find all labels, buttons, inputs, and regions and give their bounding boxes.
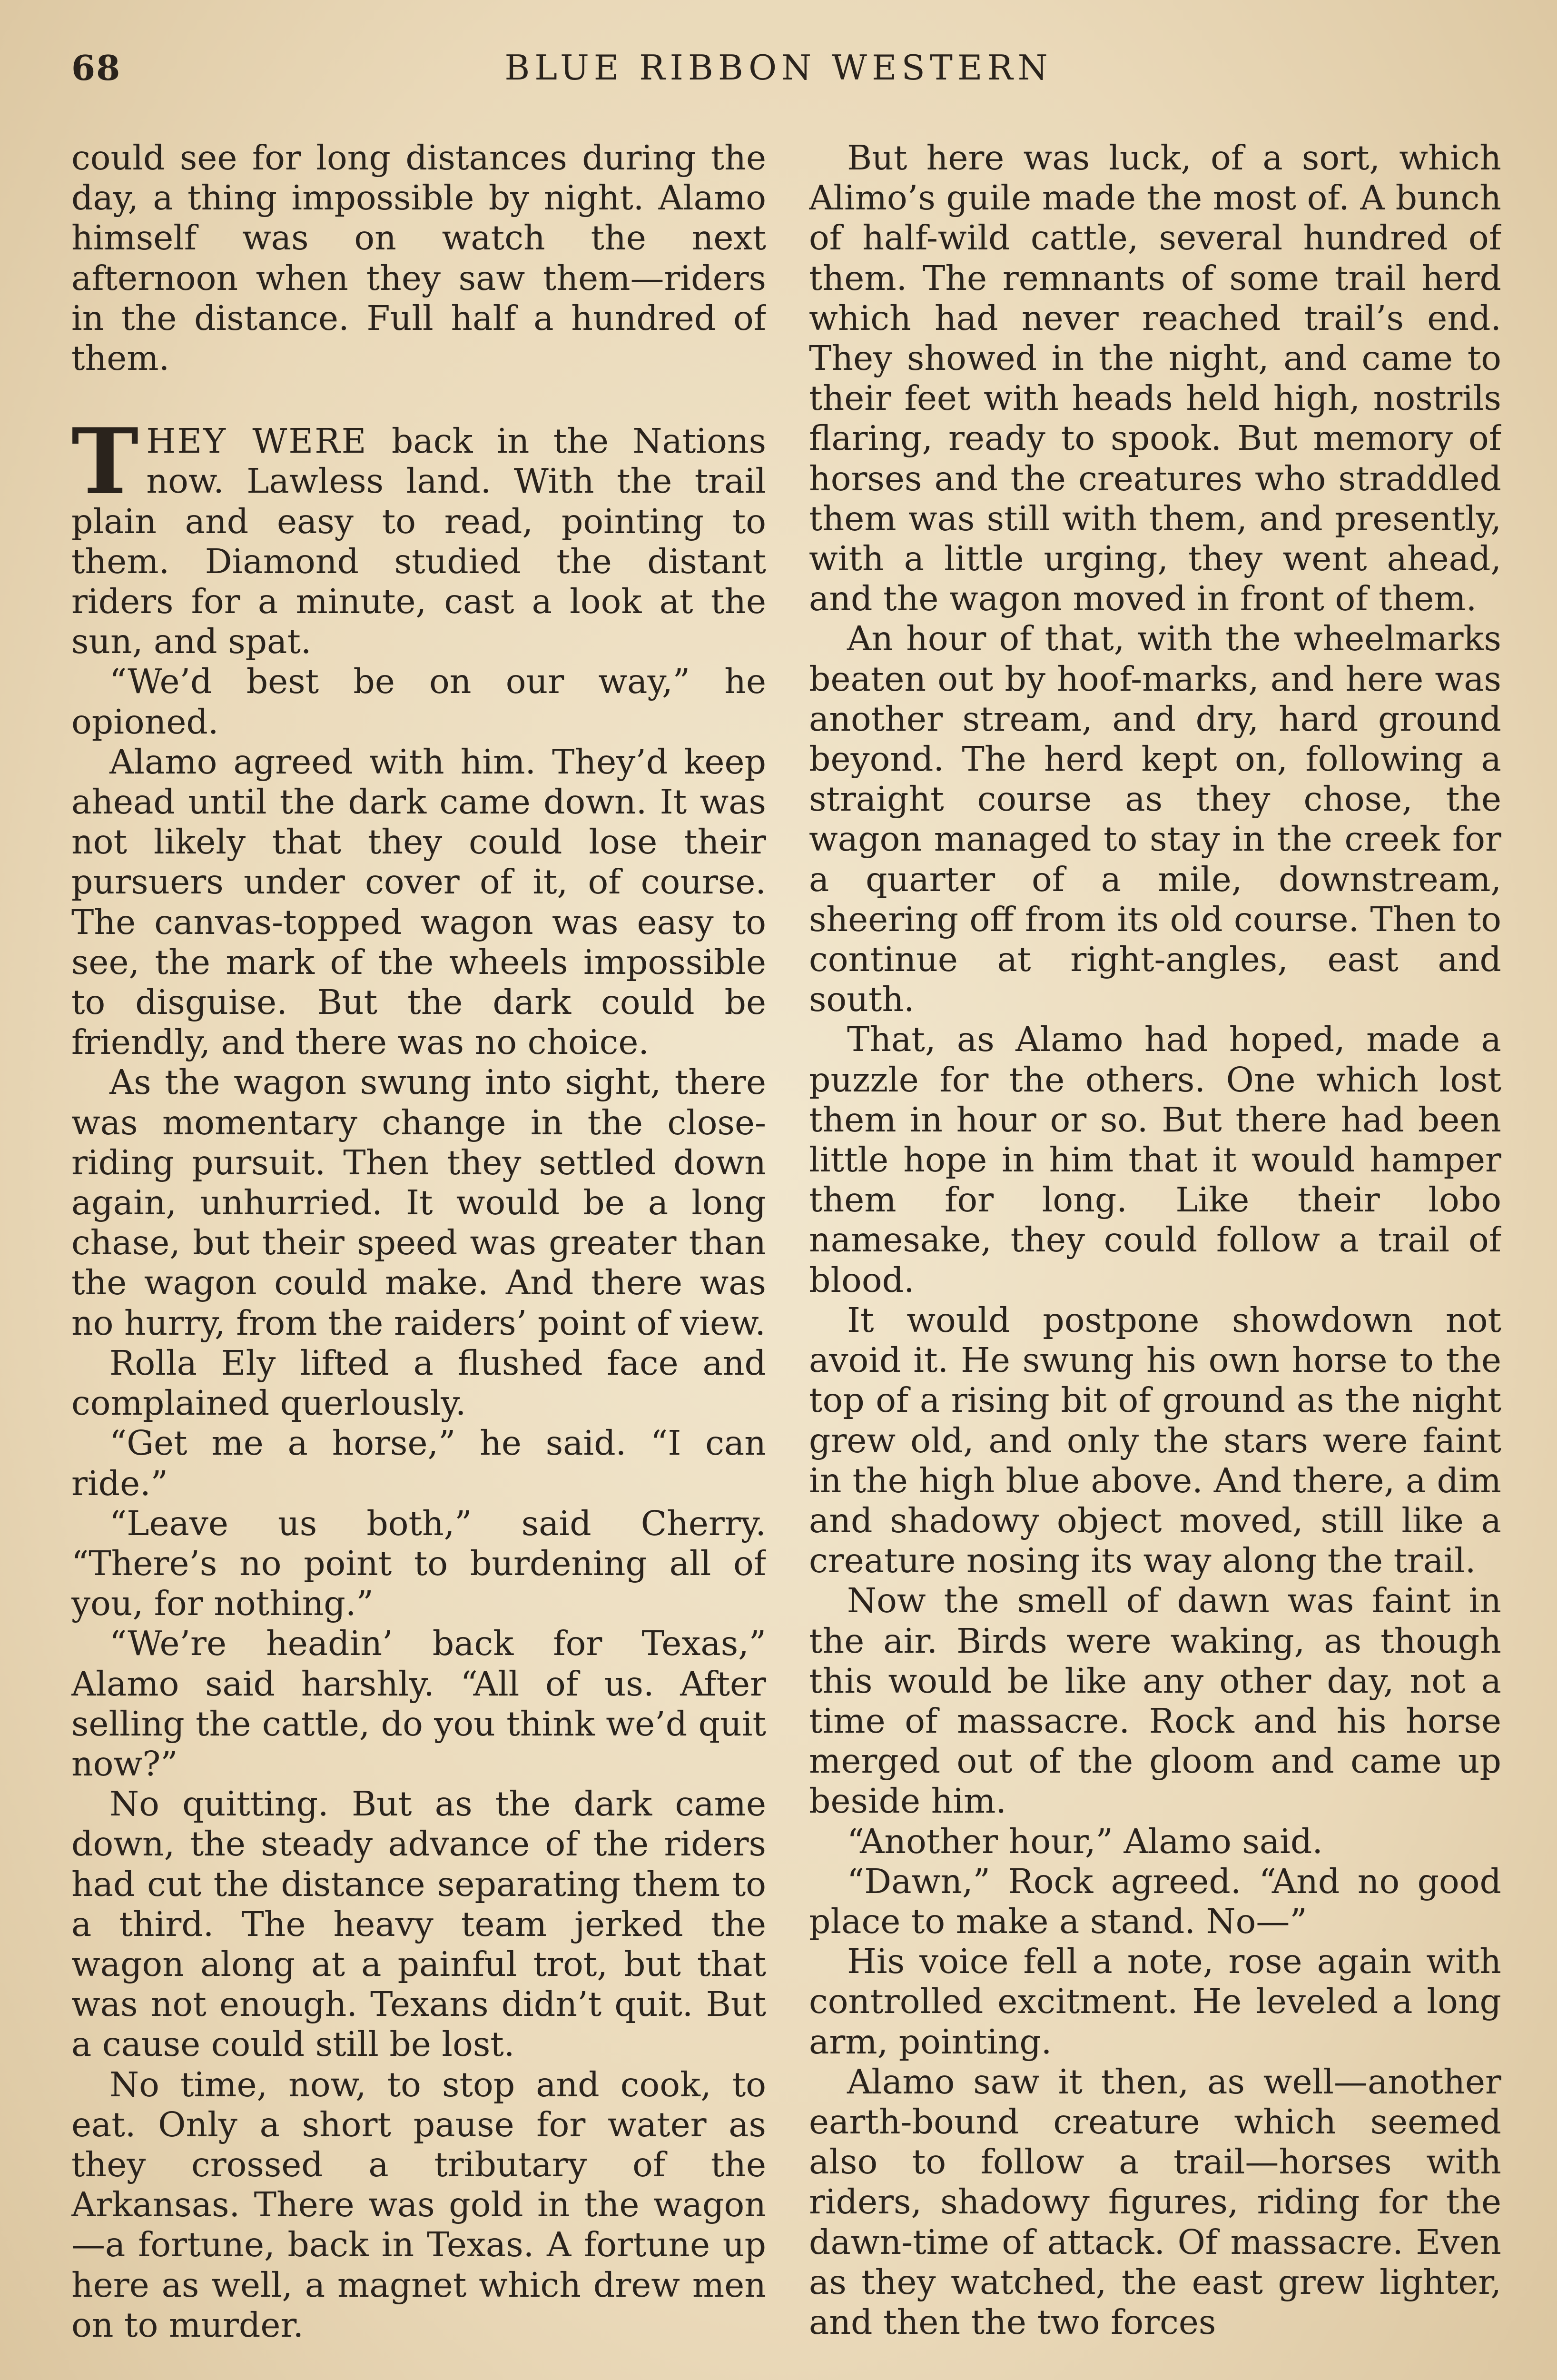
running-title: BLUE RIBBON WESTERN: [504, 48, 1053, 88]
paragraph: No time, now, to stop and cook, to eat. Only a short pause for water as they crossed a tributary of the Arkansas. There was gold in the wagon—a fortune, back in Texas. A fortune up here as well, a magnet which drew men on to murder.: [71, 2064, 766, 2345]
paragraph: An hour of that, with the wheelmarks beaten out by hoof-marks, and here was another stream, and dry, hard ground beyond. The herd kept on, following a straight course as they chose, the wagon managed to stay in the creek for a quarter of a mile, downstream, sheering off from its old course. Then to continue at right-angles, east and south.: [809, 619, 1501, 1020]
paragraph: “Another hour,” Alamo said.: [847, 1821, 1323, 1861]
page-header: [0, 48, 1557, 100]
paragraph: could see for long distances during the day, a thing impossible by night. Alamo himself was on watch the next afternoon when they saw them—riders in the distance. Full half a hundred of them.: [71, 138, 766, 378]
paragraph-text: back in the Nations now. Lawless land. With the trail plain and easy to read, pointing to them. Diamond studied the distant riders for a minute, cast a look at the sun, and spat.: [71, 421, 766, 662]
paragraph: “Get me a horse,” he said. “I can ride.”: [71, 1423, 766, 1503]
page-number: 68: [71, 48, 121, 88]
paragraph: His voice fell a note, rose again with controlled excitment. He leveled a long arm, pointing.: [809, 1942, 1501, 2062]
drop-cap: T: [71, 408, 139, 515]
paragraph: Alamo saw it then, as well—another earth-bound creature which seemed also to follow a trail—horses with riders, shadowy figures, riding for the dawn-time of attack. Of massacre. Even as they watched, the east grew lighter, and then the two forces: [809, 2062, 1501, 2342]
paragraph: Alamo agreed with him. They’d keep ahead until the dark came down. It was not likely that they could lose their pursuers under cover of it, of course. The canvas-topped wagon was easy to see, the mark of the wheels impossible to disguise. But the dark could be friendly, and there was no choice.: [71, 742, 766, 1062]
paragraph: Now the smell of dawn was faint in the air. Birds were waking, as though this would be like any other day, not a time of massacre. Rock and his horse merged out of the gloom and came up beside him.: [809, 1581, 1501, 1821]
paragraph: “Leave us both,” said Cherry. “There’s no point to burdening all of you, for nothing.”: [71, 1503, 766, 1624]
lead-in-smallcaps: HEY WERE: [146, 421, 368, 461]
paragraph: But here was luck, of a sort, which Alimo’s guile made the most of. A bunch of half-wild cattle, several hundred of them. The remnants of some trail herd which had never reached trail’s end. They showed in the night, and came to their feet with heads held high, nostrils flaring, ready to spook. But memory of horses and the creatures who straddled them was still with them, and presently, with a little urging, they went ahead, and the wagon moved in front of them.: [809, 138, 1501, 619]
paragraph: As the wagon swung into sight, there was momentary change in the close-riding pursuit. Then they settled down again, unhurried. It would be a long chase, but their speed was greater than the wagon could make. And there was no hurry, from the raiders’ point of view.: [71, 1062, 766, 1343]
paragraph: “We’re headin’ back for Texas,” Alamo said harshly. “All of us. After selling the cattle, do you think we’d quit now?”: [71, 1624, 766, 1784]
paragraph: “Dawn,” Rock agreed. “And no good place to make a stand. No—”: [809, 1861, 1501, 1941]
left-column: [71, 138, 766, 2380]
paragraph: Rolla Ely lifted a flushed face and complained querlously.: [71, 1343, 766, 1423]
paragraph: That, as Alamo had hoped, made a puzzle for the others. One which lost them in hour or so. But there had been little hope in him that it would hamper them for long. Like their lobo namesake, they could follow a trail of blood.: [809, 1020, 1501, 1300]
right-column: [809, 138, 1501, 2380]
paragraph: It would postpone showdown not avoid it. He swung his own horse to the top of a rising bit of ground as the night grew old, and only the stars were faint in the high blue above. And there, a dim and shadowy object moved, still like a creature nosing its way along the trail.: [809, 1300, 1501, 1581]
paragraph: “We’d best be on our way,” he opioned.: [71, 662, 766, 742]
paragraph: No quitting. But as the dark came down, the steady advance of the riders had cut the distance separating them to a third. The heavy team jerked the wagon along at a painful trot, but that was not enough. Texans didn’t quit. But a cause could still be lost.: [71, 1784, 766, 2064]
section-start-paragraph: [71, 408, 766, 662]
